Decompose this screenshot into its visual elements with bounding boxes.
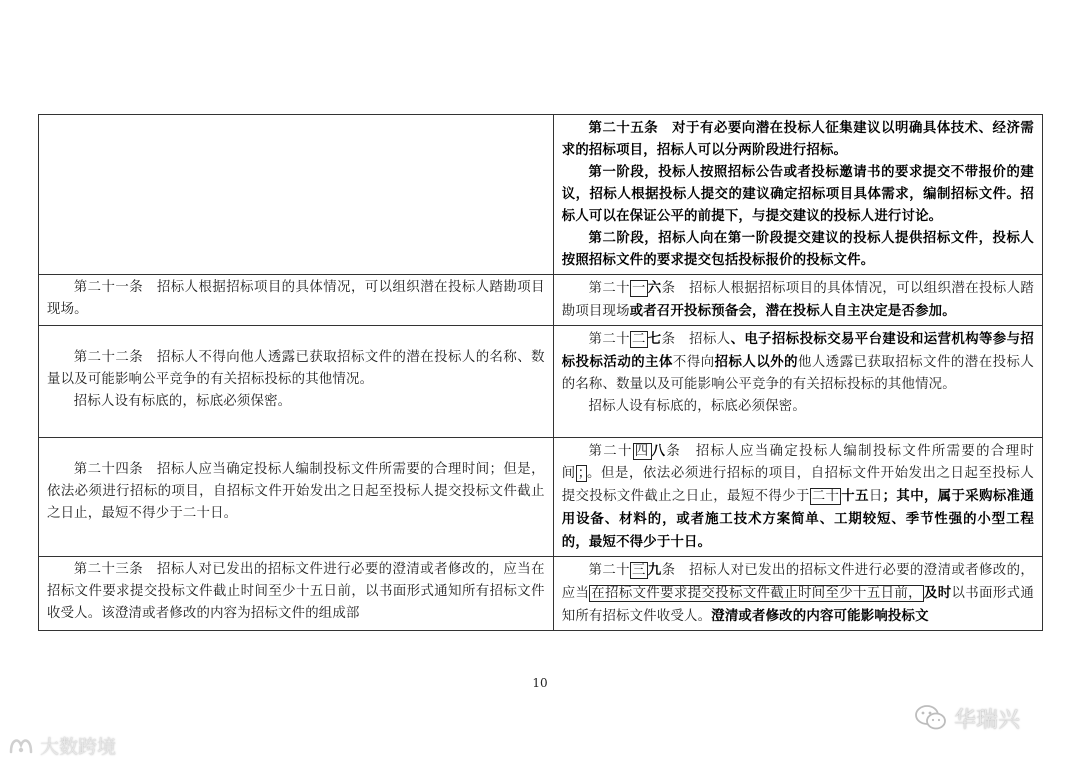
article-paragraph: 第一阶段，投标人按照招标公告或者投标邀请书的要求提交不带报价的建议，招标人根据投标人提交的建议确定招标项目具体需求，编制招标文件。招标人可以在保证公平的前提下，与提交建议的投标人进行讨论。 xyxy=(561,164,1034,224)
table-row xyxy=(39,326,1043,438)
comparison-table xyxy=(38,114,1043,631)
article-paragraph: 第二十二条 招标人不得向他人透露已获取招标文件的潜在投标人的名称、数量以及可能影响公平竞争的有关招标投标的其他情况。 xyxy=(47,350,545,387)
watermark-right xyxy=(914,703,1020,733)
old-text-cell xyxy=(39,275,554,326)
article-prefix: 第二十 xyxy=(588,563,630,578)
watermark-left xyxy=(8,733,116,757)
old-text-cell xyxy=(39,438,554,557)
inserted-text: ；其中，属于采购标准通用设备、材料的，或者施工技术方案简单、工期较短、季节性强的小型工程的，最短不得少于十日。 xyxy=(561,488,1035,550)
article-prefix: 第二十 xyxy=(588,281,630,296)
table-row xyxy=(39,115,1043,275)
brand-logo-icon xyxy=(8,734,34,756)
new-text-cell xyxy=(553,557,1042,631)
deleted-text: 二十 xyxy=(811,489,840,504)
inserted-text: 、电子招标投标交易平台建设和运营机构等参与招标投标活动的主体 xyxy=(561,331,1035,370)
article-paragraph xyxy=(562,440,1034,554)
article-text: 条 招标人 xyxy=(661,332,731,347)
old-text-cell xyxy=(39,326,554,438)
wechat-icon xyxy=(914,704,948,732)
watermark-right-text: 华瑞兴 xyxy=(954,707,1021,733)
article-text: 他人透露已获取招标文件的潜在投标人的名称、数量以及可能影响公平竞争的有关招标投标的其他情况。 xyxy=(561,355,1034,392)
table-row xyxy=(39,438,1043,557)
inserted-text: 或者召开投标预备会，潜在投标人自主决定是否参加。 xyxy=(629,303,956,319)
deleted-number: 三 xyxy=(631,563,646,578)
article-paragraph: 第二十一条 招标人根据招标项目的具体情况，可以组织潜在投标人踏勘项目现场。 xyxy=(47,280,545,317)
deleted-text: 在招标文件要求提交投标文件截止时间至少十五日前， xyxy=(591,586,922,601)
article-paragraph xyxy=(562,328,1034,396)
new-text-cell xyxy=(553,115,1042,275)
article-text: 不得向 xyxy=(672,355,715,370)
article-prefix: 第二十 xyxy=(588,332,630,347)
deleted-number: 四 xyxy=(634,444,650,459)
inserted-text: 十五 xyxy=(841,488,869,504)
watermark-left-text: 大数跨境 xyxy=(40,735,117,758)
new-text-cell xyxy=(553,438,1042,557)
article-text: 以书面形式通知所有招标文件收受人。 xyxy=(561,586,1034,624)
inserted-number: 九 xyxy=(647,562,662,578)
article-paragraph xyxy=(562,277,1034,323)
deleted-number: 二 xyxy=(631,332,646,347)
inserted-number: 六 xyxy=(647,280,662,296)
article-paragraph xyxy=(562,559,1034,628)
article-text: 条 招标人根据招标项目的具体情况，可以组织潜在投标人踏勘项目现场 xyxy=(561,281,1034,319)
article-text: 日 xyxy=(868,489,883,504)
deleted-text: ； xyxy=(577,466,585,481)
article-paragraph: 第二十四条 招标人应当确定投标人编制投标文件所需要的合理时间；但是，依法必须进行招标的项目，自招标文件开始发出之日起至投标人提交投标文件截止之日止，最短不得少于二十日。 xyxy=(47,462,545,521)
article-text: 。但是，依法必须进行招标的项目，自招标文件开始发出之日起至投标人提交投标文件截止之日止，最短不得少于 xyxy=(561,466,1034,504)
table-row xyxy=(39,275,1043,326)
table-row xyxy=(39,557,1043,631)
article-paragraph: 招标人设有标底的，标底必须保密。 xyxy=(588,399,806,414)
inserted-text: 及时 xyxy=(923,585,952,601)
article-paragraph: 第二十三条 招标人对已发出的招标文件进行必要的澄清或者修改的，应当在招标文件要求提交投标文件截止时间至少十五日前，以书面形式通知所有招标文件收受人。该澄清或者修改的内容为招标文件的组成部 xyxy=(47,562,545,621)
article-text: 条 招标人对已发出的招标文件进行必要的澄清或者修改的，应当 xyxy=(561,563,1034,601)
old-text-cell xyxy=(39,115,554,275)
new-text-cell xyxy=(553,326,1042,438)
article-paragraph: 第二十五条 对于有必要向潜在投标人征集建议以明确具体技术、经济需求的招标项目，招标人可以分两阶段进行招标。 xyxy=(561,120,1034,158)
article-paragraph: 招标人设有标底的，标底必须保密。 xyxy=(73,394,292,409)
inserted-number: 七 xyxy=(647,331,662,347)
inserted-number: 八 xyxy=(651,443,667,459)
deleted-number: 一 xyxy=(631,281,646,296)
inserted-text: 澄清或者修改的内容可能影响投标文 xyxy=(711,608,929,624)
new-text-cell xyxy=(553,275,1042,326)
article-prefix: 第二十 xyxy=(588,444,633,459)
page-number: 10 xyxy=(532,676,548,690)
article-text: 条 招标人应当确定投标人编制投标文件所需要的合理时间 xyxy=(561,444,1035,481)
inserted-text: 招标人以外的 xyxy=(714,354,799,370)
old-text-cell xyxy=(39,557,554,631)
article-paragraph: 第二阶段，招标人向在第一阶段提交建议的投标人提供招标文件，投标人按照招标文件的要求提交包括投标报价的投标文件。 xyxy=(561,230,1034,268)
